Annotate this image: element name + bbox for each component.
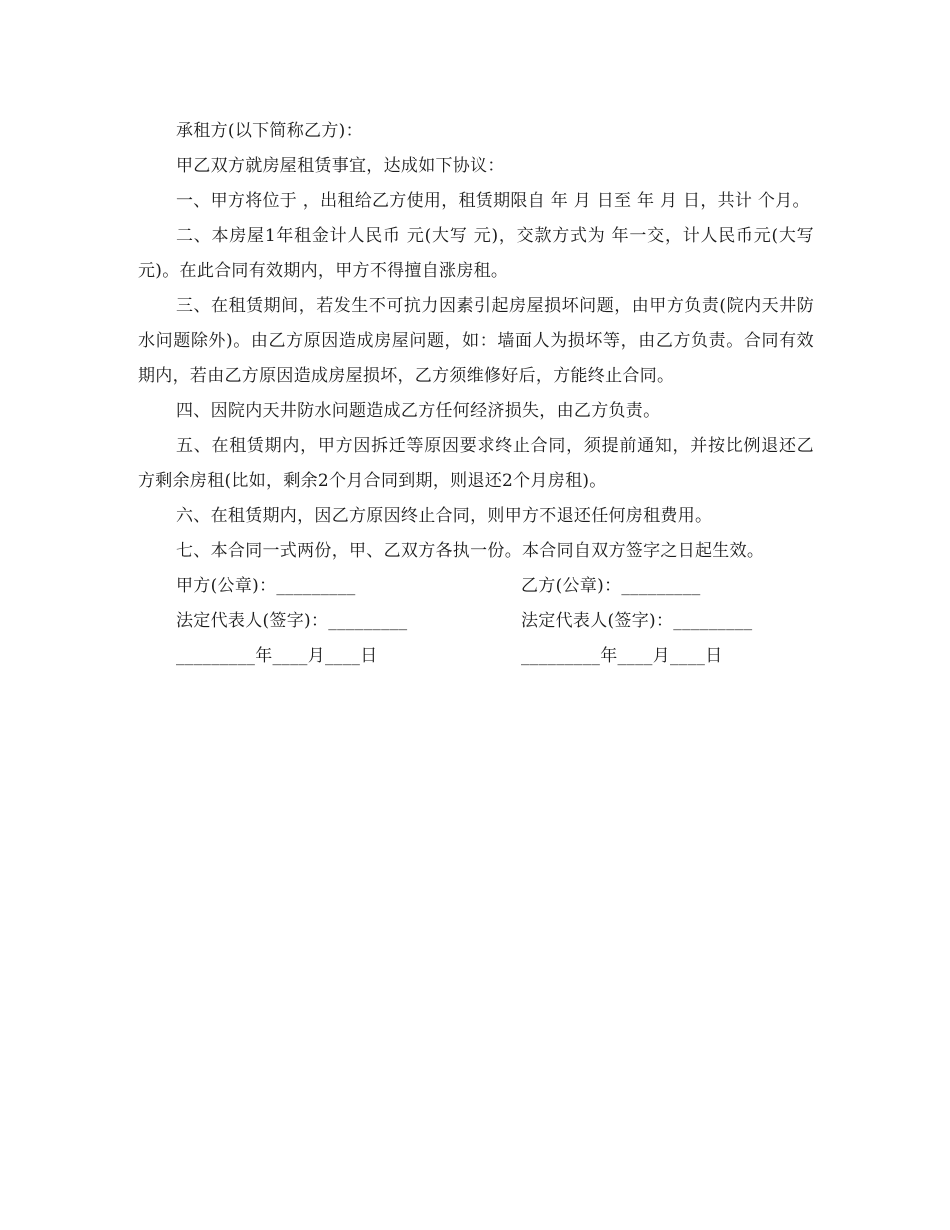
clause-7-effectiveness: 七、本合同一式两份，甲、乙双方各执一份。本合同自双方签字之日起生效。 (176, 541, 765, 561)
party-a-representative-line: 法定代表人(签字)：_________ (176, 611, 408, 631)
party-b-seal-line: 乙方(公章)：_________ (521, 576, 701, 596)
tenant-definition: 承租方(以下简称乙方)： (176, 121, 363, 141)
clause-3-damage: 三、在租赁期间，若发生不可抗力因素引起房屋损坏问题，由甲方负责(院内天井防水问题除外)。由乙方原因造成房屋问题，如：墙面人为损坏等，由乙方负责。合同有效期内，若由乙方原因造成房屋损坏，乙方须维修好后，方能终止合同。 (138, 296, 814, 386)
party-a-date-line: _________年____月____日 (176, 646, 378, 666)
party-a-seal-line: 甲方(公章)：_________ (176, 576, 356, 596)
contract-page (138, 114, 814, 674)
clause-6-early-termination-tenant: 六、在租赁期内，因乙方原因终止合同，则甲方不退还任何房租费用。 (176, 506, 713, 526)
party-b-date-line: _________年____月____日 (521, 646, 723, 666)
clause-4-waterproofing: 四、因院内天井防水问题造成乙方任何经济损失，由乙方负责。 (176, 401, 661, 421)
clause-1-lease-term: 一、甲方将位于 ，出租给乙方使用，租赁期限自 年 月 日至 年 月 日，共计 个月。 (176, 191, 810, 211)
party-b-representative-line: 法定代表人(签字)：_________ (521, 611, 753, 631)
signature-representative-row (138, 604, 814, 639)
clause-2-rent: 二、本房屋1年租金计人民币 元(大写 元)，交款方式为 年一交，计人民币元(大写 元)。在此合同有效期内，甲方不得擅自涨房租。 (138, 226, 814, 281)
agreement-intro: 甲乙双方就房屋租赁事宜，达成如下协议： (176, 156, 505, 176)
signature-seal-row (138, 569, 814, 604)
signature-date-row (138, 639, 814, 674)
clause-5-early-termination-landlord: 五、在租赁期内，甲方因拆迁等原因要求终止合同，须提前通知，并按比例退还乙方剩余房租(比如，剩余2个月合同到期，则退还2个月房租)。 (138, 436, 814, 491)
